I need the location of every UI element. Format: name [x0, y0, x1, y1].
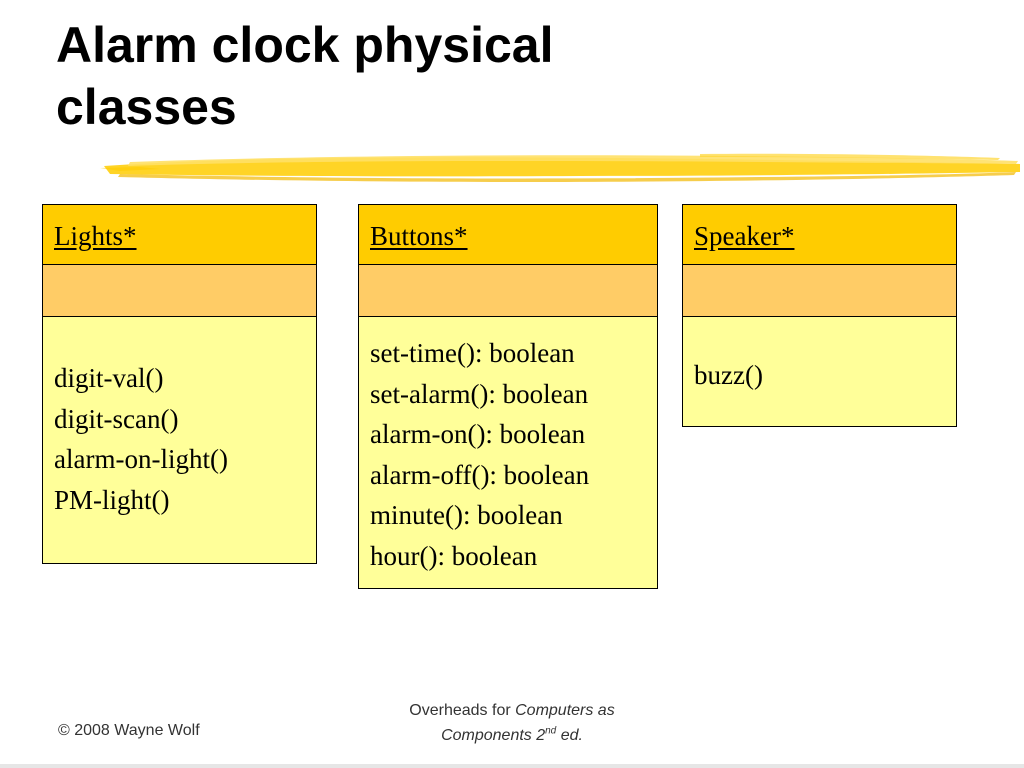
footer-credit-line-1	[352, 698, 672, 723]
slide-title-line-1: Alarm clock physical	[56, 17, 554, 73]
class-name: Lights*	[54, 221, 137, 251]
operations-compartment	[43, 317, 316, 520]
class-name: Speaker*	[694, 221, 795, 251]
class-name-compartment	[43, 205, 316, 265]
attributes-compartment	[359, 265, 657, 317]
footer-overheads-prefix: Overheads for	[409, 702, 516, 719]
operation: minute(): boolean	[370, 500, 563, 530]
slide-title-line-2: classes	[56, 79, 237, 135]
operation: PM-light()	[54, 484, 170, 515]
operation: digit-val()	[54, 363, 164, 393]
class-box-speaker	[682, 204, 957, 427]
class-box-buttons	[358, 204, 658, 589]
operation: buzz()	[694, 360, 763, 390]
class-name-compartment	[683, 205, 956, 265]
attributes-compartment	[43, 265, 316, 317]
footer-book-title-part1: Computers as	[515, 702, 615, 719]
operation: alarm-off(): boolean	[370, 459, 590, 490]
operation: alarm-on(): boolean	[370, 419, 586, 449]
footer-book-credit	[352, 698, 672, 748]
attributes-compartment	[683, 265, 956, 317]
footer-edition-suffix: ed.	[556, 727, 583, 744]
slide-title	[56, 14, 956, 138]
footer-copyright: © 2008 Wayne Wolf	[58, 722, 200, 739]
operation: alarm-on-light()	[54, 444, 228, 474]
footer-credit-line-2	[352, 723, 672, 748]
footer-edition-superscript: nd	[545, 725, 557, 737]
class-box-lights	[42, 204, 317, 564]
operations-compartment	[683, 317, 956, 396]
operation: hour(): boolean	[370, 540, 538, 571]
class-name: Buttons*	[370, 221, 468, 251]
operation: set-time(): boolean	[370, 338, 575, 368]
operation: digit-scan()	[54, 403, 179, 434]
bottom-rule	[0, 764, 1024, 768]
operations-compartment	[359, 317, 657, 576]
footer-book-title-part2: Components 2	[441, 727, 546, 744]
class-name-compartment	[359, 205, 657, 265]
brush-stroke-divider	[100, 150, 1024, 186]
operation: set-alarm(): boolean	[370, 378, 589, 409]
